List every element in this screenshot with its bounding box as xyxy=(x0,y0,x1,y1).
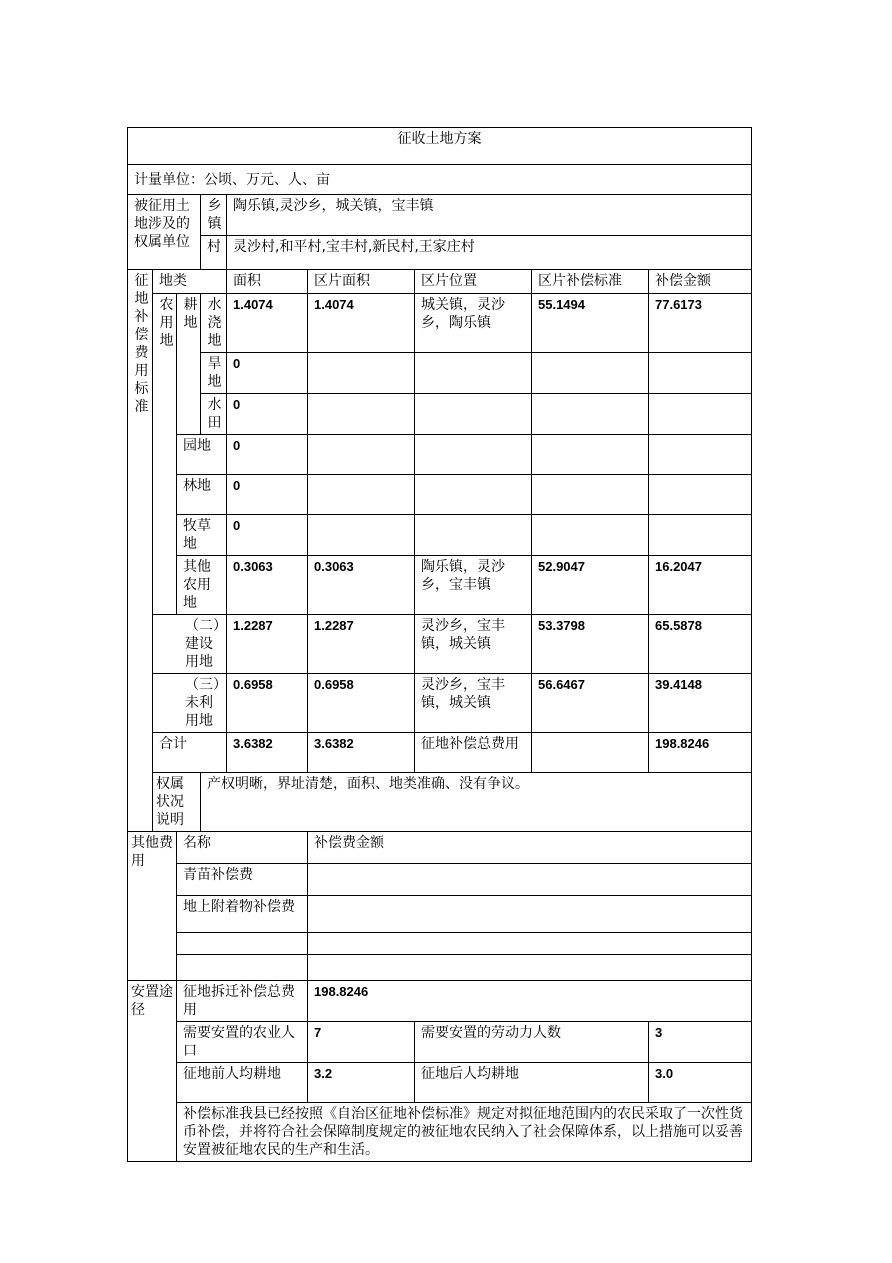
arable-before-value: 3.2 xyxy=(308,1063,415,1103)
construction-zone-standard: 53.3798 xyxy=(532,615,649,674)
paddy-label: 水田 xyxy=(201,394,227,435)
other-agri-zone-location: 陶乐镇，灵沙乡，宝丰镇 xyxy=(415,556,532,615)
arable-land-label: 耕地 xyxy=(177,294,201,435)
empty-cell xyxy=(308,955,752,981)
labor-count-value: 3 xyxy=(649,1022,752,1063)
village-value: 灵沙村,和平村,宝丰村,新民村,王家庄村 xyxy=(227,236,752,270)
resettlement-label: 安置途径 xyxy=(128,981,177,1162)
empty-cell xyxy=(649,475,752,515)
total-zone-area: 3.6382 xyxy=(308,733,415,773)
empty-cell xyxy=(649,515,752,556)
township-value: 陶乐镇,灵沙乡，城关镇，宝丰镇 xyxy=(227,195,752,236)
resettlement-total-label: 征地拆迁补偿总费用 xyxy=(177,981,308,1022)
total-fee-label: 征地补偿总费用 xyxy=(415,733,532,773)
pasture-area: 0 xyxy=(227,515,308,556)
empty-cell xyxy=(649,394,752,435)
other-fees-name-header: 名称 xyxy=(177,832,308,864)
other-fee-item: 青苗补偿费 xyxy=(177,864,308,896)
empty-cell xyxy=(415,515,532,556)
ownership-label: 被征用土地涉及的权属单位 xyxy=(128,195,201,270)
irrigated-area: 1.4074 xyxy=(227,294,308,353)
table-title: 征收土地方案 xyxy=(128,128,752,165)
ownership-status-text: 产权明晰，界址清楚，面积、地类准确、没有争议。 xyxy=(201,773,752,832)
empty-cell xyxy=(532,475,649,515)
unused-land-label: （三）未利用地 xyxy=(153,674,227,733)
arable-after-label: 征地后人均耕地 xyxy=(415,1063,649,1103)
empty-cell xyxy=(532,515,649,556)
unused-land-zone-location: 灵沙乡，宝丰镇，城关镇 xyxy=(415,674,532,733)
agri-population-value: 7 xyxy=(308,1022,415,1063)
arable-before-label: 征地前人均耕地 xyxy=(177,1063,308,1103)
empty-cell xyxy=(415,435,532,475)
empty-cell xyxy=(532,353,649,394)
other-agri-zone-standard: 52.9047 xyxy=(532,556,649,615)
empty-cell xyxy=(415,394,532,435)
total-amount: 198.8246 xyxy=(649,733,752,773)
resettlement-total-value: 198.8246 xyxy=(308,981,752,1022)
resettlement-note: 补偿标准我县已经按照《自治区征地补偿标准》规定对拟征地范围内的农民采取了一次性货币补偿，并将符合社会保障制度规定的被征地农民纳入了社会保障体系，以上措施可以妥善安置被征地农民的生产和生活。 xyxy=(177,1103,752,1162)
header-area: 面积 xyxy=(227,270,308,294)
unused-land-zone-standard: 56.6467 xyxy=(532,674,649,733)
arable-after-value: 3.0 xyxy=(649,1063,752,1103)
unit-line: 计量单位：公顷、万元、人、亩 xyxy=(128,165,752,195)
empty-cell xyxy=(177,933,308,955)
pasture-label: 牧草地 xyxy=(177,515,227,556)
empty-cell xyxy=(308,435,415,475)
empty-cell xyxy=(532,394,649,435)
header-zone-standard: 区片补偿标准 xyxy=(532,270,649,294)
empty-cell xyxy=(308,475,415,515)
irrigated-label: 水浇地 xyxy=(201,294,227,353)
header-land-type: 地类 xyxy=(153,270,227,294)
township-label: 乡镇 xyxy=(201,195,227,236)
empty-cell xyxy=(532,435,649,475)
unused-land-zone-area: 0.6958 xyxy=(308,674,415,733)
labor-count-label: 需要安置的劳动力人数 xyxy=(415,1022,649,1063)
other-fees-amount-header: 补偿费金额 xyxy=(308,832,752,864)
empty-cell xyxy=(415,353,532,394)
forest-area: 0 xyxy=(227,475,308,515)
empty-cell xyxy=(532,733,649,773)
agri-land-label: 农用地 xyxy=(153,294,177,615)
construction-zone-area: 1.2287 xyxy=(308,615,415,674)
unused-land-area: 0.6958 xyxy=(227,674,308,733)
empty-cell xyxy=(308,864,752,896)
land-acquisition-table xyxy=(127,127,752,1162)
construction-amount: 65.5878 xyxy=(649,615,752,674)
other-agri-area: 0.3063 xyxy=(227,556,308,615)
ownership-status-label: 权属状况说明 xyxy=(153,773,201,832)
other-fee-item: 地上附着物补偿费 xyxy=(177,896,308,933)
compensation-section-label: 征地补偿费用标准 xyxy=(128,270,153,832)
empty-cell xyxy=(308,394,415,435)
other-agri-zone-area: 0.3063 xyxy=(308,556,415,615)
header-zone-location: 区片位置 xyxy=(415,270,532,294)
empty-cell xyxy=(415,475,532,515)
unused-land-amount: 39.4148 xyxy=(649,674,752,733)
empty-cell xyxy=(308,515,415,556)
empty-cell xyxy=(308,896,752,933)
empty-cell xyxy=(177,955,308,981)
forest-label: 林地 xyxy=(177,475,227,515)
construction-label: （二）建设用地 xyxy=(153,615,227,674)
total-label: 合计 xyxy=(153,733,227,773)
construction-zone-location: 灵沙乡，宝丰镇，城关镇 xyxy=(415,615,532,674)
irrigated-zone-area: 1.4074 xyxy=(308,294,415,353)
other-fees-label: 其他费用 xyxy=(128,832,177,981)
agri-population-label: 需要安置的农业人口 xyxy=(177,1022,308,1063)
total-area: 3.6382 xyxy=(227,733,308,773)
other-agri-amount: 16.2047 xyxy=(649,556,752,615)
empty-cell xyxy=(308,933,752,955)
construction-area: 1.2287 xyxy=(227,615,308,674)
irrigated-amount: 77.6173 xyxy=(649,294,752,353)
village-label: 村 xyxy=(201,236,227,270)
irrigated-zone-standard: 55.1494 xyxy=(532,294,649,353)
garden-label: 园地 xyxy=(177,435,227,475)
header-amount: 补偿金额 xyxy=(649,270,752,294)
paddy-area: 0 xyxy=(227,394,308,435)
dry-land-area: 0 xyxy=(227,353,308,394)
garden-area: 0 xyxy=(227,435,308,475)
dry-land-label: 旱地 xyxy=(201,353,227,394)
other-agri-label: 其他农用地 xyxy=(177,556,227,615)
empty-cell xyxy=(649,353,752,394)
empty-cell xyxy=(649,435,752,475)
irrigated-zone-location: 城关镇，灵沙乡，陶乐镇 xyxy=(415,294,532,353)
header-zone-area: 区片面积 xyxy=(308,270,415,294)
empty-cell xyxy=(308,353,415,394)
